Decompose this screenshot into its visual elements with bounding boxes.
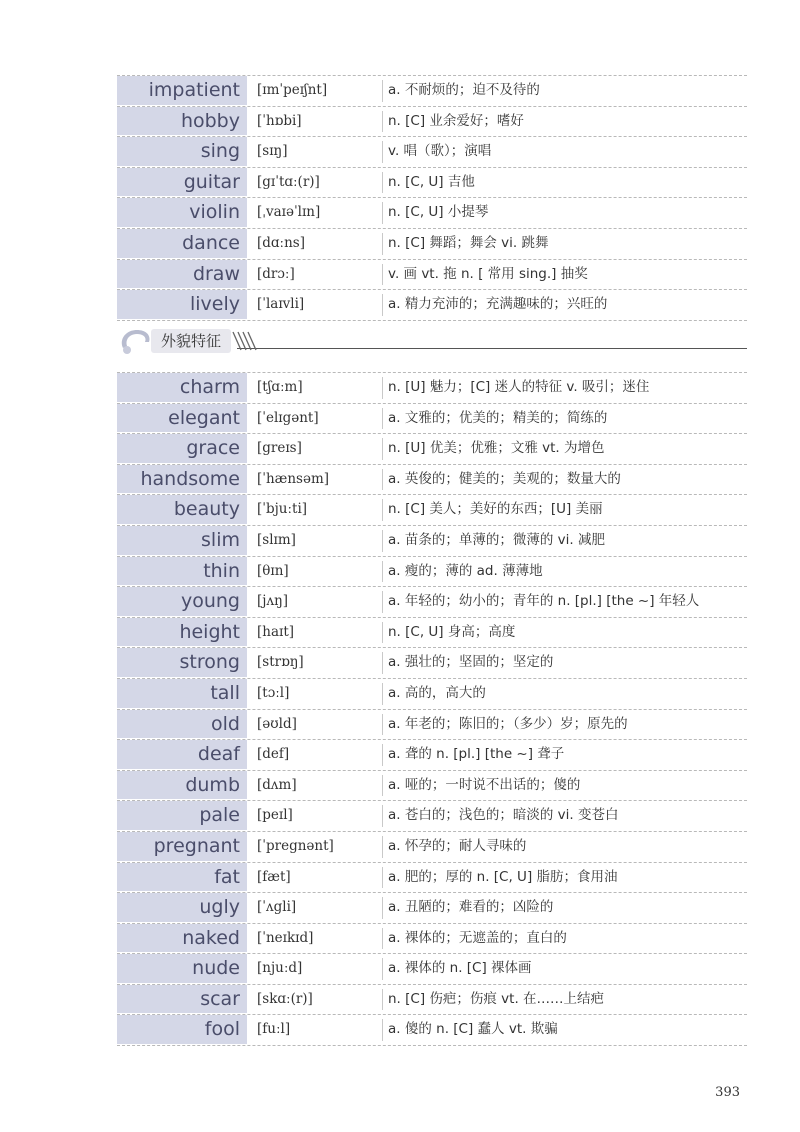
headword: elegant	[117, 404, 247, 434]
vocab-row	[117, 557, 747, 588]
headword: tall	[117, 679, 247, 709]
vocab-row	[117, 168, 747, 199]
vocab-row	[117, 893, 747, 924]
headword: slim	[117, 526, 247, 556]
pronunciation: [ɪmˈpeɪʃnt]	[257, 82, 328, 98]
pronunciation: [slɪm]	[257, 531, 296, 548]
column-divider	[382, 141, 383, 163]
definition: n. [C, U] 身高；高度	[388, 623, 516, 640]
definition: n. [U] 魅力；[C] 迷人的特征 v. 吸引；迷住	[388, 379, 650, 395]
vocab-row	[117, 229, 747, 260]
pronunciation: [ˈlaɪvli]	[257, 296, 305, 313]
column-divider	[382, 683, 383, 705]
definition: a. 傻的 n. [C] 蠢人 vt. 欺骗	[388, 1021, 558, 1038]
definition: a. 裸体的；无遮盖的；直白的	[388, 929, 567, 946]
definition: a. 英俊的；健美的；美观的；数量大的	[388, 470, 621, 487]
pronunciation: [def]	[257, 746, 290, 763]
vocab-row	[117, 198, 747, 229]
vocab-row	[117, 75, 747, 107]
definition: n. [U] 优美；优雅；文雅 vt. 为增色	[388, 440, 605, 457]
column-divider	[382, 714, 383, 736]
definition: n. [C, U] 小提琴	[388, 204, 489, 221]
vocab-row	[117, 526, 747, 557]
headword: fool	[117, 1015, 247, 1045]
column-divider	[382, 867, 383, 889]
vocab-row	[117, 618, 747, 649]
headword: ugly	[117, 893, 247, 923]
column-divider	[382, 775, 383, 797]
headword: draw	[117, 260, 247, 290]
column-divider	[382, 202, 383, 224]
definition: n. [C, U] 吉他	[388, 173, 475, 190]
definition: a. 怀孕的；耐人寻味的	[388, 837, 527, 854]
headword: hobby	[117, 107, 247, 137]
headword: deaf	[117, 740, 247, 770]
pronunciation: [ˈhɒbi]	[257, 112, 302, 129]
vocab-row	[117, 924, 747, 955]
column-divider	[382, 438, 383, 460]
section-title: 外貌特征	[151, 329, 231, 353]
vocab-row	[117, 801, 747, 832]
pronunciation: [fæt]	[257, 868, 291, 885]
pronunciation: [ˈelɪgənt]	[257, 409, 319, 426]
column-divider	[382, 408, 383, 430]
definition: a. 年老的；陈旧的；（多少）岁；原先的	[388, 715, 628, 732]
headword: strong	[117, 648, 247, 678]
column-divider	[382, 561, 383, 583]
pronunciation: [dʌm]	[257, 776, 297, 793]
column-divider	[382, 499, 383, 521]
column-divider	[382, 897, 383, 919]
headword: grace	[117, 434, 247, 464]
definition: a. 强壮的；坚固的；坚定的	[388, 654, 554, 671]
column-divider	[382, 294, 383, 316]
headword: pale	[117, 801, 247, 831]
pronunciation: [fuːl]	[257, 1021, 291, 1038]
definition: v. 唱（歌）；演唱	[388, 143, 492, 160]
headword: pregnant	[117, 832, 247, 862]
headword: dumb	[117, 771, 247, 801]
vocab-row	[117, 107, 747, 138]
column-divider	[382, 591, 383, 613]
headword: naked	[117, 924, 247, 954]
headword: fat	[117, 863, 247, 893]
column-divider	[382, 111, 383, 133]
pronunciation: [drɔː]	[257, 265, 295, 282]
pronunciation: [dɑːns]	[257, 234, 305, 251]
definition: a. 不耐烦的；迫不及待的	[388, 82, 540, 98]
definition: a. 文雅的；优美的；精美的；简练的	[388, 409, 608, 426]
vocab-row	[117, 832, 747, 863]
pronunciation: [tɔːl]	[257, 684, 290, 701]
vocab-table-appearance	[117, 372, 747, 1046]
definition: v. 画 vt. 拖 n. [ 常用 sing.] 抽奖	[388, 265, 588, 282]
column-divider	[382, 80, 383, 102]
pronunciation: [gɪˈtɑː(r)]	[257, 173, 320, 190]
column-divider	[382, 805, 383, 827]
pronunciation: [skɑː(r)]	[257, 990, 313, 1007]
column-divider	[382, 989, 383, 1011]
pronunciation: [ˈbjuːti]	[257, 501, 308, 518]
headword: handsome	[117, 465, 247, 495]
definition: a. 高的，高大的	[388, 684, 486, 701]
definition: a. 聋的 n. [pl.] [the ~] 聋子	[388, 746, 565, 763]
pronunciation: [ˈneɪkɪd]	[257, 929, 314, 946]
pronunciation: [strɒŋ]	[257, 654, 304, 671]
definition: a. 苍白的；浅色的；暗淡的 vi. 变苍白	[388, 807, 619, 824]
pronunciation: [θɪn]	[257, 562, 289, 579]
column-divider	[382, 1019, 383, 1041]
headword: violin	[117, 198, 247, 228]
vocab-row	[117, 434, 747, 465]
column-divider	[382, 652, 383, 674]
vocab-row	[117, 587, 747, 618]
column-divider	[382, 530, 383, 552]
definition: a. 精力充沛的；充满趣味的；兴旺的	[388, 296, 608, 313]
headword: beauty	[117, 495, 247, 525]
vocab-row	[117, 1015, 747, 1046]
column-divider	[382, 264, 383, 286]
vocab-row	[117, 954, 747, 985]
column-divider	[382, 377, 383, 399]
column-divider	[382, 172, 383, 194]
section-header	[117, 322, 747, 360]
definition: a. 裸体的 n. [C] 裸体画	[388, 960, 532, 977]
definition: a. 年轻的；幼小的；青年的 n. [pl.] [the ~] 年轻人	[388, 593, 700, 610]
pronunciation: [ˈʌgli]	[257, 899, 297, 916]
column-divider	[382, 233, 383, 255]
vocab-row	[117, 465, 747, 496]
vocab-row	[117, 740, 747, 771]
vocab-row	[117, 260, 747, 291]
pronunciation: [greɪs]	[257, 440, 302, 457]
pronunciation: [peɪl]	[257, 807, 293, 824]
headword: impatient	[117, 76, 247, 106]
vocab-row	[117, 648, 747, 679]
definition: a. 丑陋的；难看的；凶险的	[388, 899, 554, 916]
column-divider	[382, 836, 383, 858]
definition: a. 哑的；一时说不出话的；傻的	[388, 776, 581, 793]
pronunciation: [jʌŋ]	[257, 593, 289, 610]
vocab-row	[117, 679, 747, 710]
vocab-row	[117, 710, 747, 741]
section-hatch-icon	[231, 330, 261, 352]
pronunciation: [njuːd]	[257, 960, 303, 977]
definition: n. [C] 美人；美好的东西；[U] 美丽	[388, 501, 603, 518]
column-divider	[382, 744, 383, 766]
vocab-row	[117, 771, 747, 802]
headword: sing	[117, 137, 247, 167]
vocab-row	[117, 290, 747, 321]
column-divider	[382, 958, 383, 980]
vocab-row	[117, 137, 747, 168]
vocab-row	[117, 404, 747, 435]
pronunciation: [haɪt]	[257, 623, 295, 640]
headword: charm	[117, 373, 247, 403]
pronunciation: [sɪŋ]	[257, 143, 288, 160]
headword: young	[117, 587, 247, 617]
definition: a. 瘦的；薄的 ad. 薄薄地	[388, 562, 543, 579]
headword: dance	[117, 229, 247, 259]
vocab-table-hobbies	[117, 75, 747, 321]
definition: n. [C] 舞蹈；舞会 vi. 跳舞	[388, 234, 549, 251]
headword: lively	[117, 290, 247, 320]
pronunciation: [əʊld]	[257, 715, 297, 732]
column-divider	[382, 469, 383, 491]
pronunciation: [ˈhænsəm]	[257, 470, 330, 487]
pronunciation: [tʃɑːm]	[257, 379, 303, 395]
headword: old	[117, 710, 247, 740]
headword: thin	[117, 557, 247, 587]
column-divider	[382, 622, 383, 644]
vocab-row	[117, 372, 747, 404]
vocab-row	[117, 863, 747, 894]
headword: guitar	[117, 168, 247, 198]
vocab-row	[117, 495, 747, 526]
definition: a. 肥的；厚的 n. [C, U] 脂肪；食用油	[388, 868, 618, 885]
definition: a. 苗条的；单薄的；微薄的 vi. 减肥	[388, 531, 605, 548]
section-rule	[237, 348, 747, 349]
definition: n. [C] 伤疤；伤痕 vt. 在……上结疤	[388, 990, 605, 1007]
page-number: 393	[715, 1085, 740, 1100]
definition: n. [C] 业余爱好；嗜好	[388, 112, 524, 129]
headword: height	[117, 618, 247, 648]
headword: scar	[117, 985, 247, 1015]
pronunciation: [ˌvaɪəˈlɪn]	[257, 204, 321, 221]
pronunciation: [ˈpregnənt]	[257, 837, 334, 854]
column-divider	[382, 928, 383, 950]
headword: nude	[117, 954, 247, 984]
vocab-row	[117, 985, 747, 1016]
